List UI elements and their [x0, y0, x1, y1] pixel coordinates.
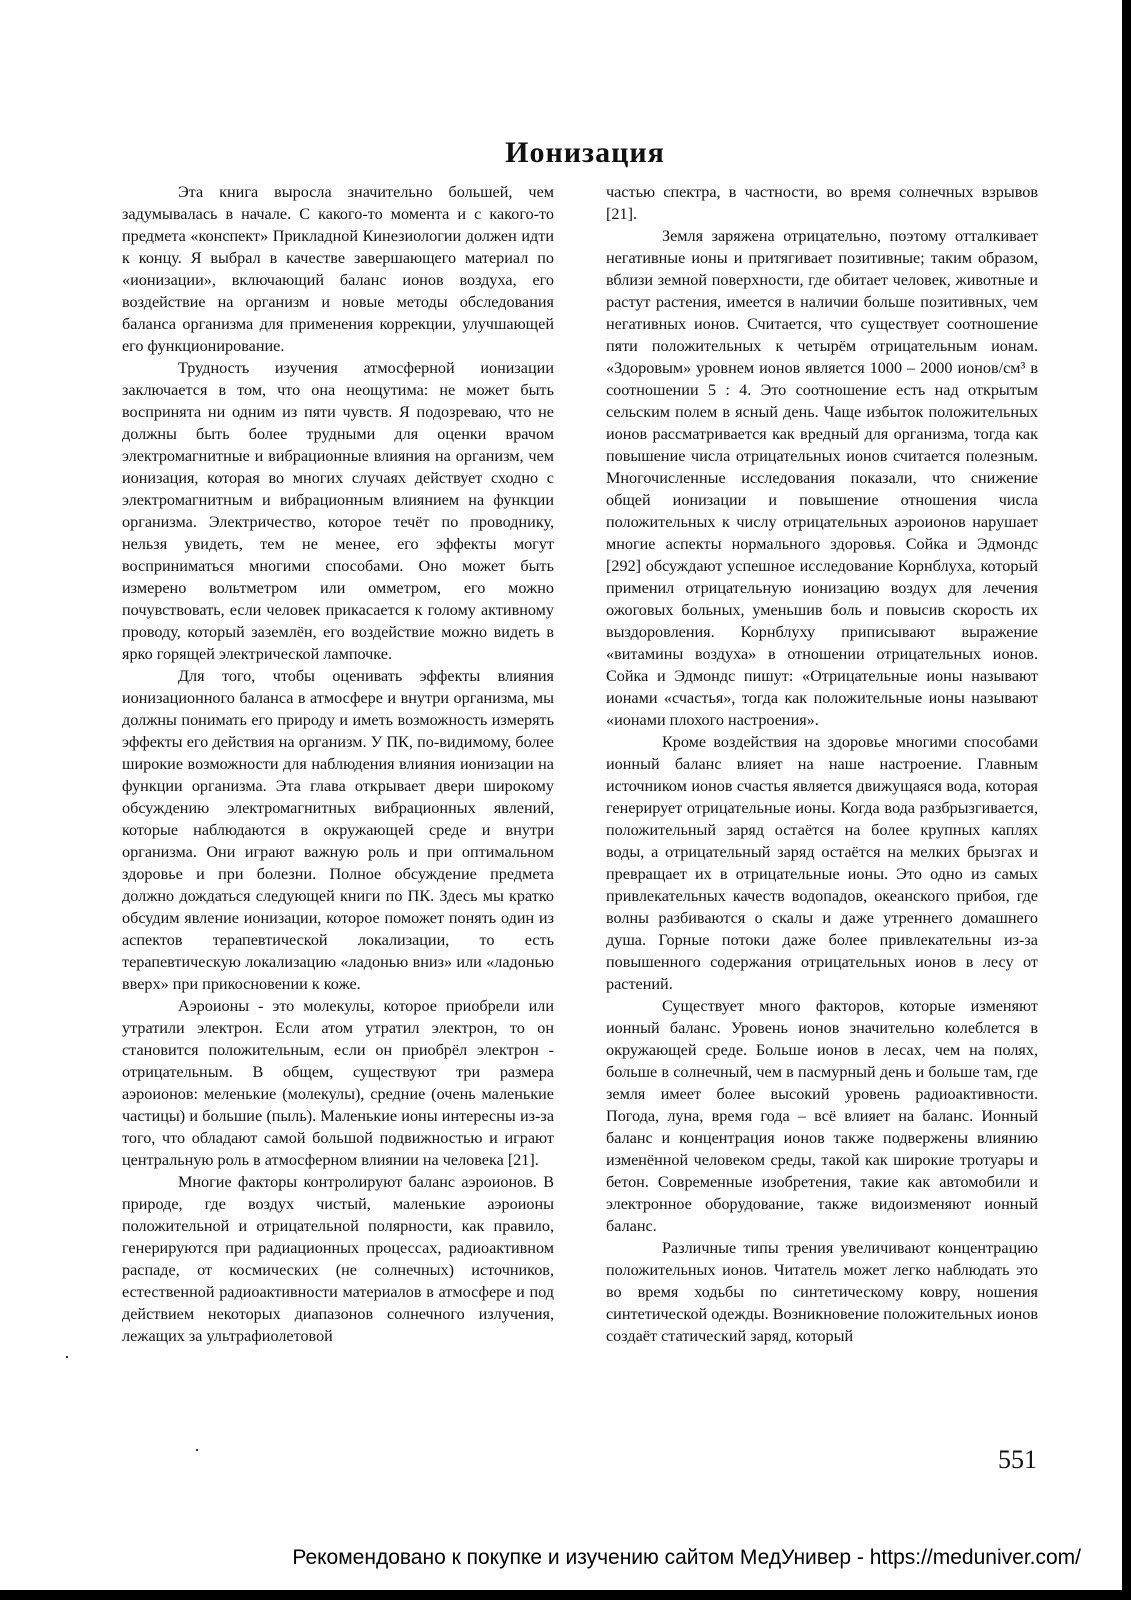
page-number: 551	[998, 1445, 1037, 1474]
paragraph: Земля заряжена отрицательно, поэтому отталкивает негативные ионы и притягивает позитивные; таким образом, вблизи земной поверхности, где обитает человек, животные и растут растения, имеется в наличии больше позитивных, чем негативных ионов. Считается, что существует соотношение пяти положительных к четырём отрицательным ионам. «Здоровым» уровнем ионов является 1000 – 2000 ионов/см³ в соотношении 5 : 4. Это соотношение есть над открытым сельским полем в ясный день. Чаще избыток положительных ионов рассматривается как вредный для организма, тогда как повышение числа отрицательных ионов считается полезным. Многочисленные исследования показали, что снижение общей ионизации и повышение отношения числа положительных к числу отрицательных аэроионов нарушает многие аспекты нормального здоровья. Сойка и Эдмондс [292] обсуждают успешное исследование Корнблуха, который применил отрицательную ионизацию воздух для лечения ожоговых больных, уменьшив боль и повысив скорость их выздоровления. Корнблуху приписывают выражение «витамины воздуха» в отношении отрицательных ионов. Сойка и Эдмондс пишут: «Отрицательные ионы называют ионами «счастья», тогда как положительные ионы называют «ионами плохого настроения».	[606, 227, 1038, 729]
right-column	[606, 181, 1038, 1347]
recommendation-link[interactable]: Рекомендовано к покупке и изучению сайтом МедУнивер - https://meduniver.com/	[292, 1546, 1081, 1569]
scan-edge-bottom	[0, 1590, 1131, 1600]
paragraph: Для того, чтобы оценивать эффекты влияния ионизационного баланса в атмосфере и внутри организма, мы должны понимать его природу и иметь возможность измерять эффекты его действия на организм. У ПК, по-видимому, более широкие возможности для наблюдения влияния ионизации на функции организма. Эта глава открывает двери широкому обсуждению электромагнитных вибрационных явлений, которые наблюдаются в окружающей среде и внутри организма. Они играют важную роль и при оптимальном здоровье и при болезни. Полное обсуждение предмета должно дождаться следующей книги по ПК. Здесь мы кратко обсудим явление ионизации, которое поможет понять один из аспектов терапевтической локализации, то есть терапевтическую локализацию «ладонью вниз» или «ладонью вверх» при прикосновении к коже.	[122, 667, 554, 993]
paragraph: Эта книга выросла значительно большей, чем задумывалась в начале. С какого-то момента и с какого-то предмета «конспект» Прикладной Кинезиологии должен идти к концу. Я выбрал в качестве завершающего материал по «ионизации», включающий баланс ионов воздуха, его воздействие на организм и новые методы обследования баланса организма для применения коррекции, улучшающей его функционирование.	[122, 183, 554, 355]
page-title: Ионизация	[505, 136, 665, 170]
scan-edge-right	[1122, 0, 1131, 1600]
paragraph-continuation: частью спектра, в частности, во время солнечных взрывов [21].	[606, 183, 1038, 223]
paragraph: Существует много факторов, которые изменяют ионный баланс. Уровень ионов значительно колеблется в окружающей среде. Больше ионов в лесах, чем на полях, больше в солнечный, чем в пасмурный день и больше там, где земля имеет более высокий уровень радиоактивности. Погода, луна, время года – всё влияет на баланс. Ионный баланс и концентрация ионов также подвержены влиянию изменённой человеком среды, такой как широкие тротуары и бетон. Современные изобретения, такие как автомобили и электронное оборудование, также видоизменяют ионный баланс.	[606, 997, 1038, 1235]
paragraph: Различные типы трения увеличивают концентрацию положительных ионов. Читатель может легко наблюдать это во время ходьбы по синтетическому ковру, ношения синтетической одежды. Возникновение положительных ионов создаёт статический заряд, который	[606, 1239, 1038, 1345]
left-column	[122, 181, 554, 1347]
paragraph: Многие факторы контролируют баланс аэроионов. В природе, где воздух чистый, маленькие аэроионы положительной и отрицательной полярности, как правило, генерируются при радиационных процессах, радиоактивном распаде, от космических (не солнечных) источников, естественной радиоактивности материалов в атмосфере и под действием некоторых диапазонов солнечного излучения, лежащих за ультрафиолетовой	[122, 1173, 554, 1345]
paragraph: Кроме воздействия на здоровье многими способами ионный баланс влияет на наше настроение. Главным источником ионов счастья является движущаяся вода, которая генерирует отрицательные ионы. Когда вода разбрызгивается, положительный заряд остаётся на более крупных каплях воды, а отрицательный заряд остаётся на мелких брызгах и превращает их в отрицательные ионы. Это одно из самых привлекательных качеств водопадов, океанского прибоя, где волны разбиваются о скалы и даже утреннего домашнего душа. Горные потоки даже более привлекательны из-за повышенного содержания отрицательных ионов в лесу от растений.	[606, 733, 1038, 993]
scan-speck	[66, 1356, 68, 1358]
paragraph: Трудность изучения атмосферной ионизации заключается в том, что она неощутима: не может быть воспринята ни одним из пяти чувств. Я подозреваю, что не должны быть более трудными для оценки врачом электромагнитные и вибрационные влияния на организм, чем ионизация, которая во многих случаях действует сходно с электромагнитным и вибрационным влиянием на функции организма. Электричество, которое течёт по проводнику, нельзя увидеть, тем не менее, его эффекты могут восприниматься многими способами. Оно может быть измерено вольтметром или омметром, его можно почувствовать, если человек прикасается к голому активному проводу, который заземлён, его воздействие можно видеть в ярко горящей электрической лампочке.	[122, 359, 554, 663]
paragraph: Аэроионы - это молекулы, которое приобрели или утратили электрон. Если атом утратил электрон, то он становится положительным, если он приобрёл электрон - отрицательным. В общем, существуют три размера аэроионов: меленькие (молекулы), средние (очень маленькие частицы) и большие (пыль). Маленькие ионы интересны из-за того, что обладают самой большой подвижностью и играют центральную роль в атмосферном влиянии на человека [21].	[122, 997, 554, 1169]
scan-speck	[196, 1449, 198, 1451]
